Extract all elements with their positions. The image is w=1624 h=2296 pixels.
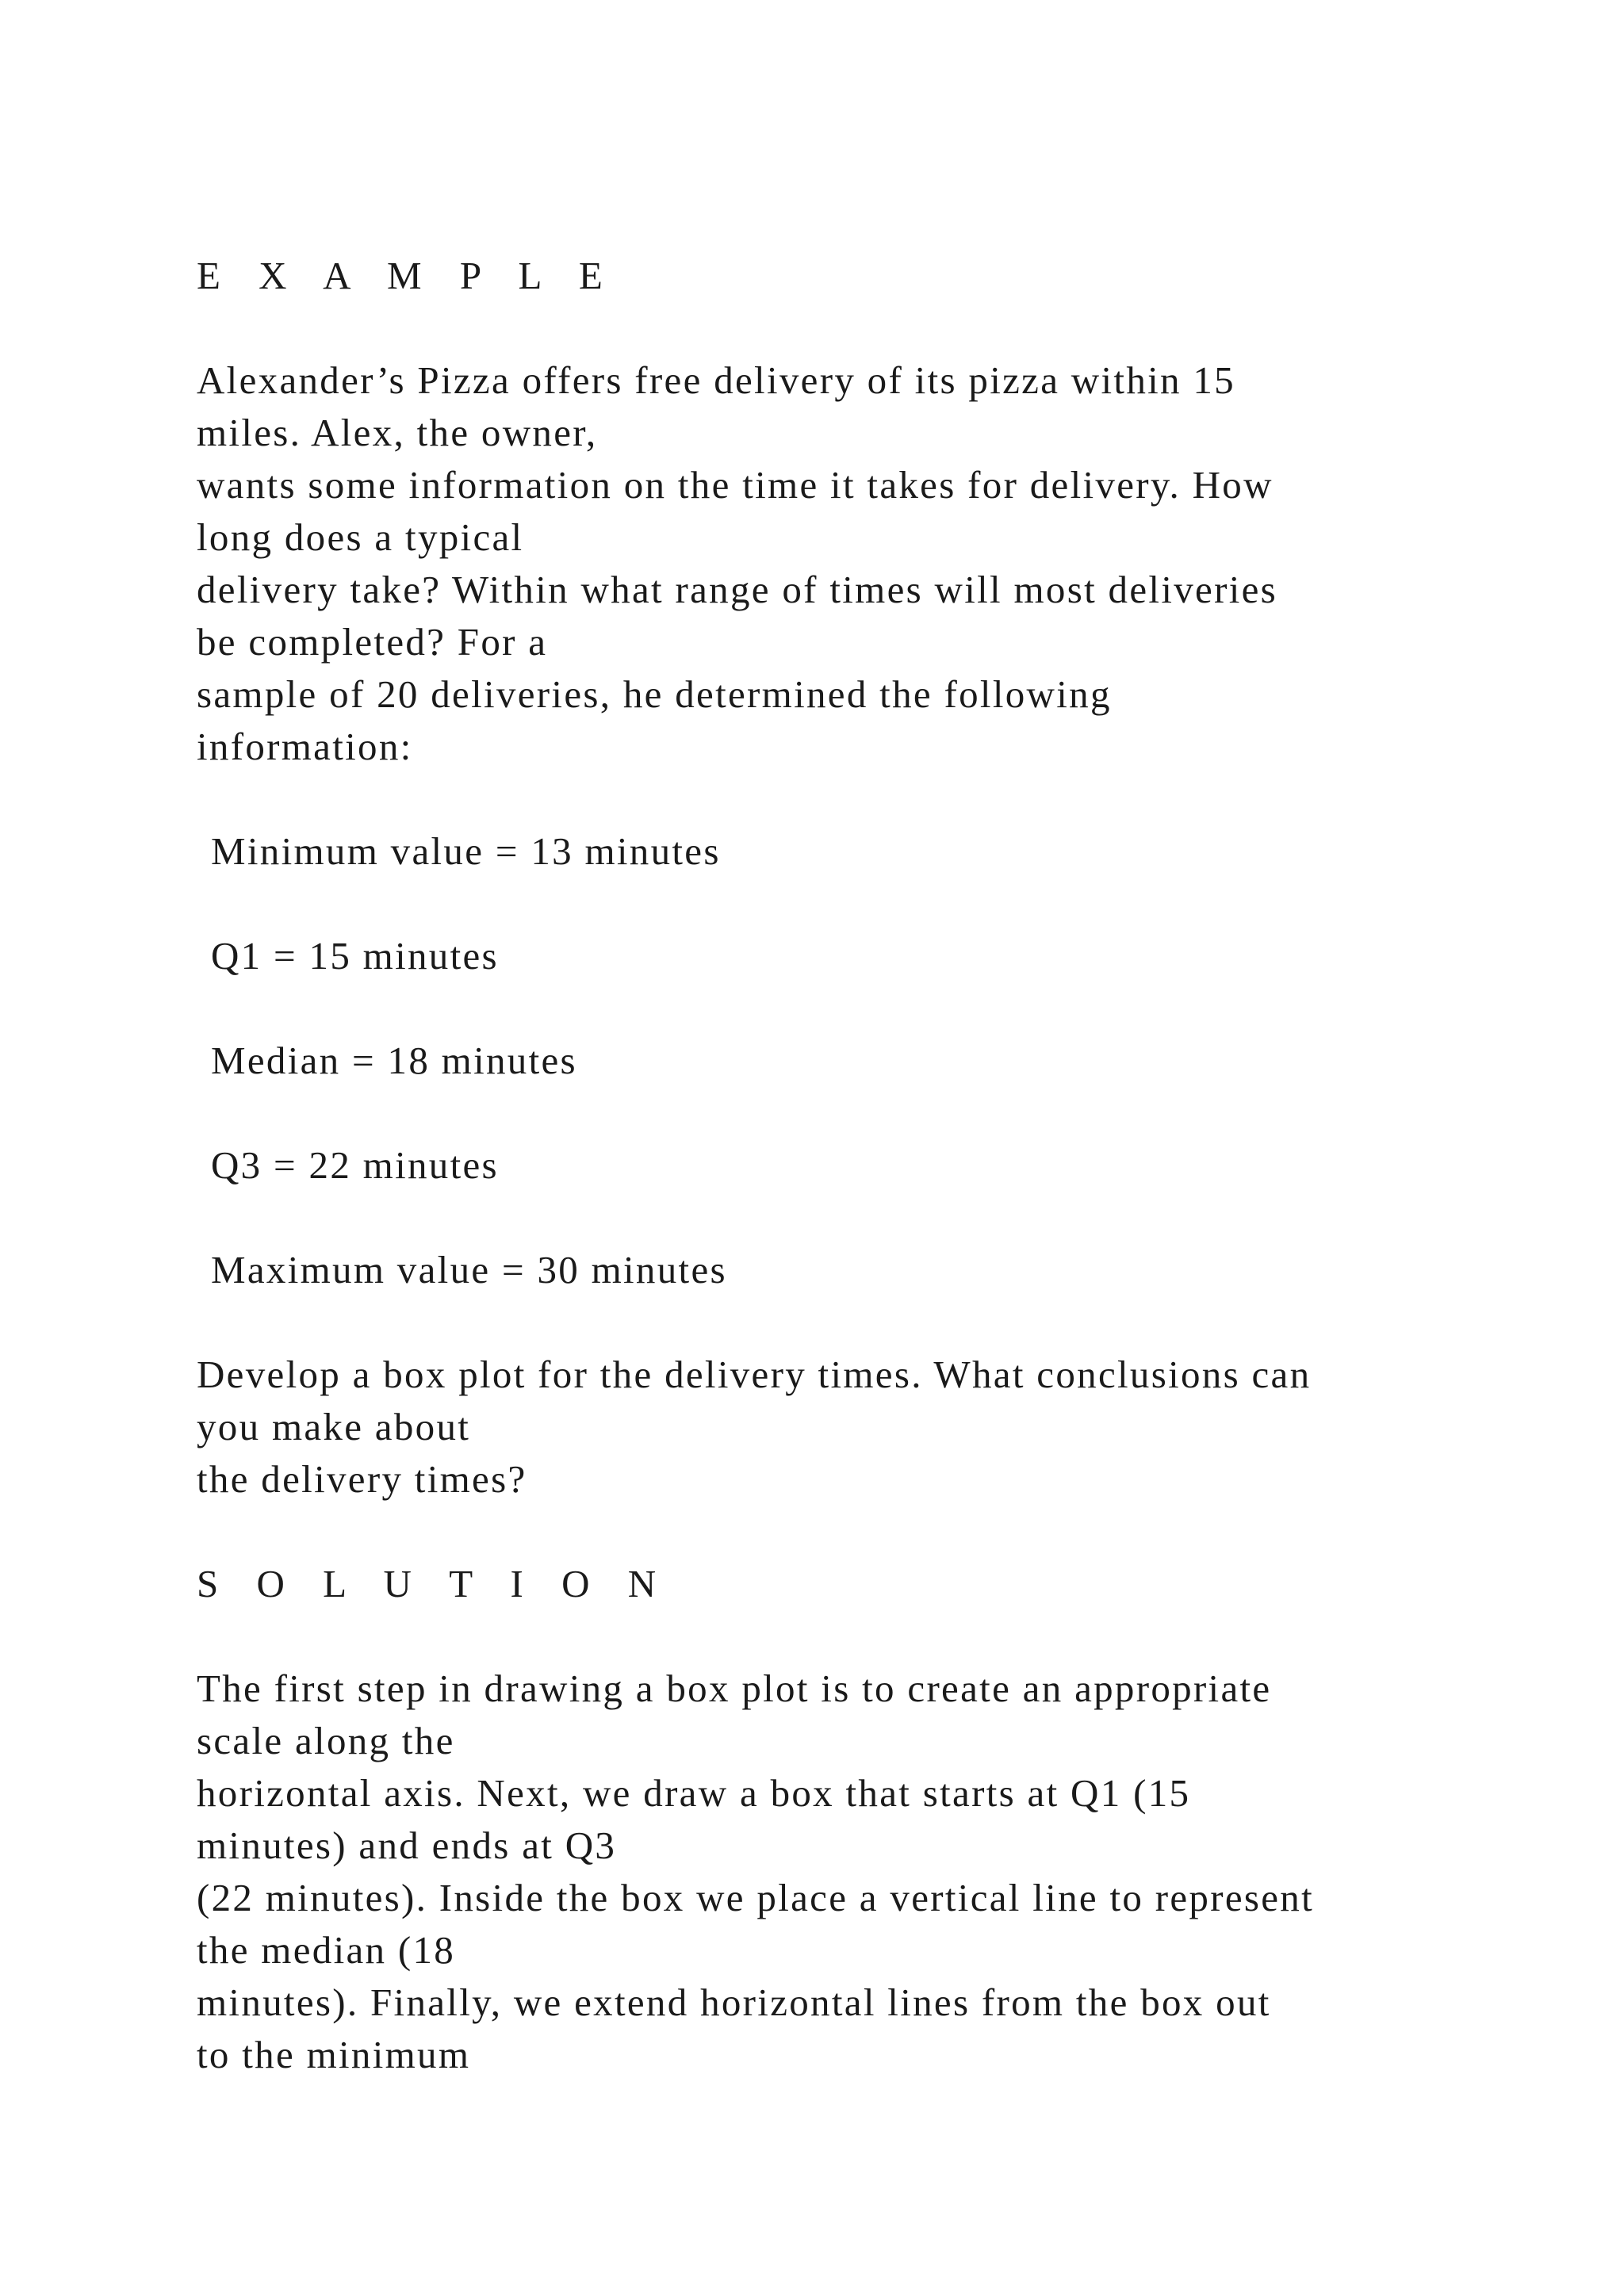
problem-line: sample of 20 deliveries, he determined the following	[197, 672, 1112, 716]
stat-median: Median = 18 minutes	[211, 1039, 577, 1082]
problem-line: delivery take? Within what range of times will most deliveries	[197, 568, 1278, 611]
solution-line: minutes). Finally, we extend horizontal lines from the box out	[197, 1980, 1271, 2024]
problem-line: wants some information on the time it takes for delivery. How	[197, 463, 1274, 507]
question-line: Develop a box plot for the delivery times. What conclusions can	[197, 1353, 1312, 1396]
solution-heading: S O L U T I O N	[197, 1562, 671, 1605]
stat-maximum: Maximum value = 30 minutes	[211, 1248, 727, 1292]
stat-minimum: Minimum value = 13 minutes	[211, 829, 721, 873]
stat-q1: Q1 = 15 minutes	[211, 934, 499, 978]
solution-line: The first step in drawing a box plot is to create an appropriate	[197, 1667, 1272, 1710]
solution-line: to the minimum	[197, 2033, 471, 2076]
solution-line: the median (18	[197, 1928, 456, 1972]
problem-line: long does a typical	[197, 515, 524, 559]
solution-line: horizontal axis. Next, we draw a box that starts at Q1 (15	[197, 1771, 1191, 1815]
problem-line: Alexander’s Pizza offers free delivery of its pizza within 15	[197, 358, 1235, 402]
question-line: you make about	[197, 1405, 471, 1448]
solution-line: scale along the	[197, 1719, 455, 1762]
stat-q3: Q3 = 22 minutes	[211, 1143, 499, 1187]
solution-line: (22 minutes). Inside the box we place a vertical line to represent	[197, 1876, 1315, 1919]
solution-line: minutes) and ends at Q3	[197, 1823, 617, 1867]
problem-line: be completed? For a	[197, 620, 548, 664]
question-line: the delivery times?	[197, 1457, 527, 1501]
problem-line: information:	[197, 725, 413, 768]
example-heading: E X A M P L E	[197, 254, 617, 297]
problem-line: miles. Alex, the owner,	[197, 411, 598, 454]
